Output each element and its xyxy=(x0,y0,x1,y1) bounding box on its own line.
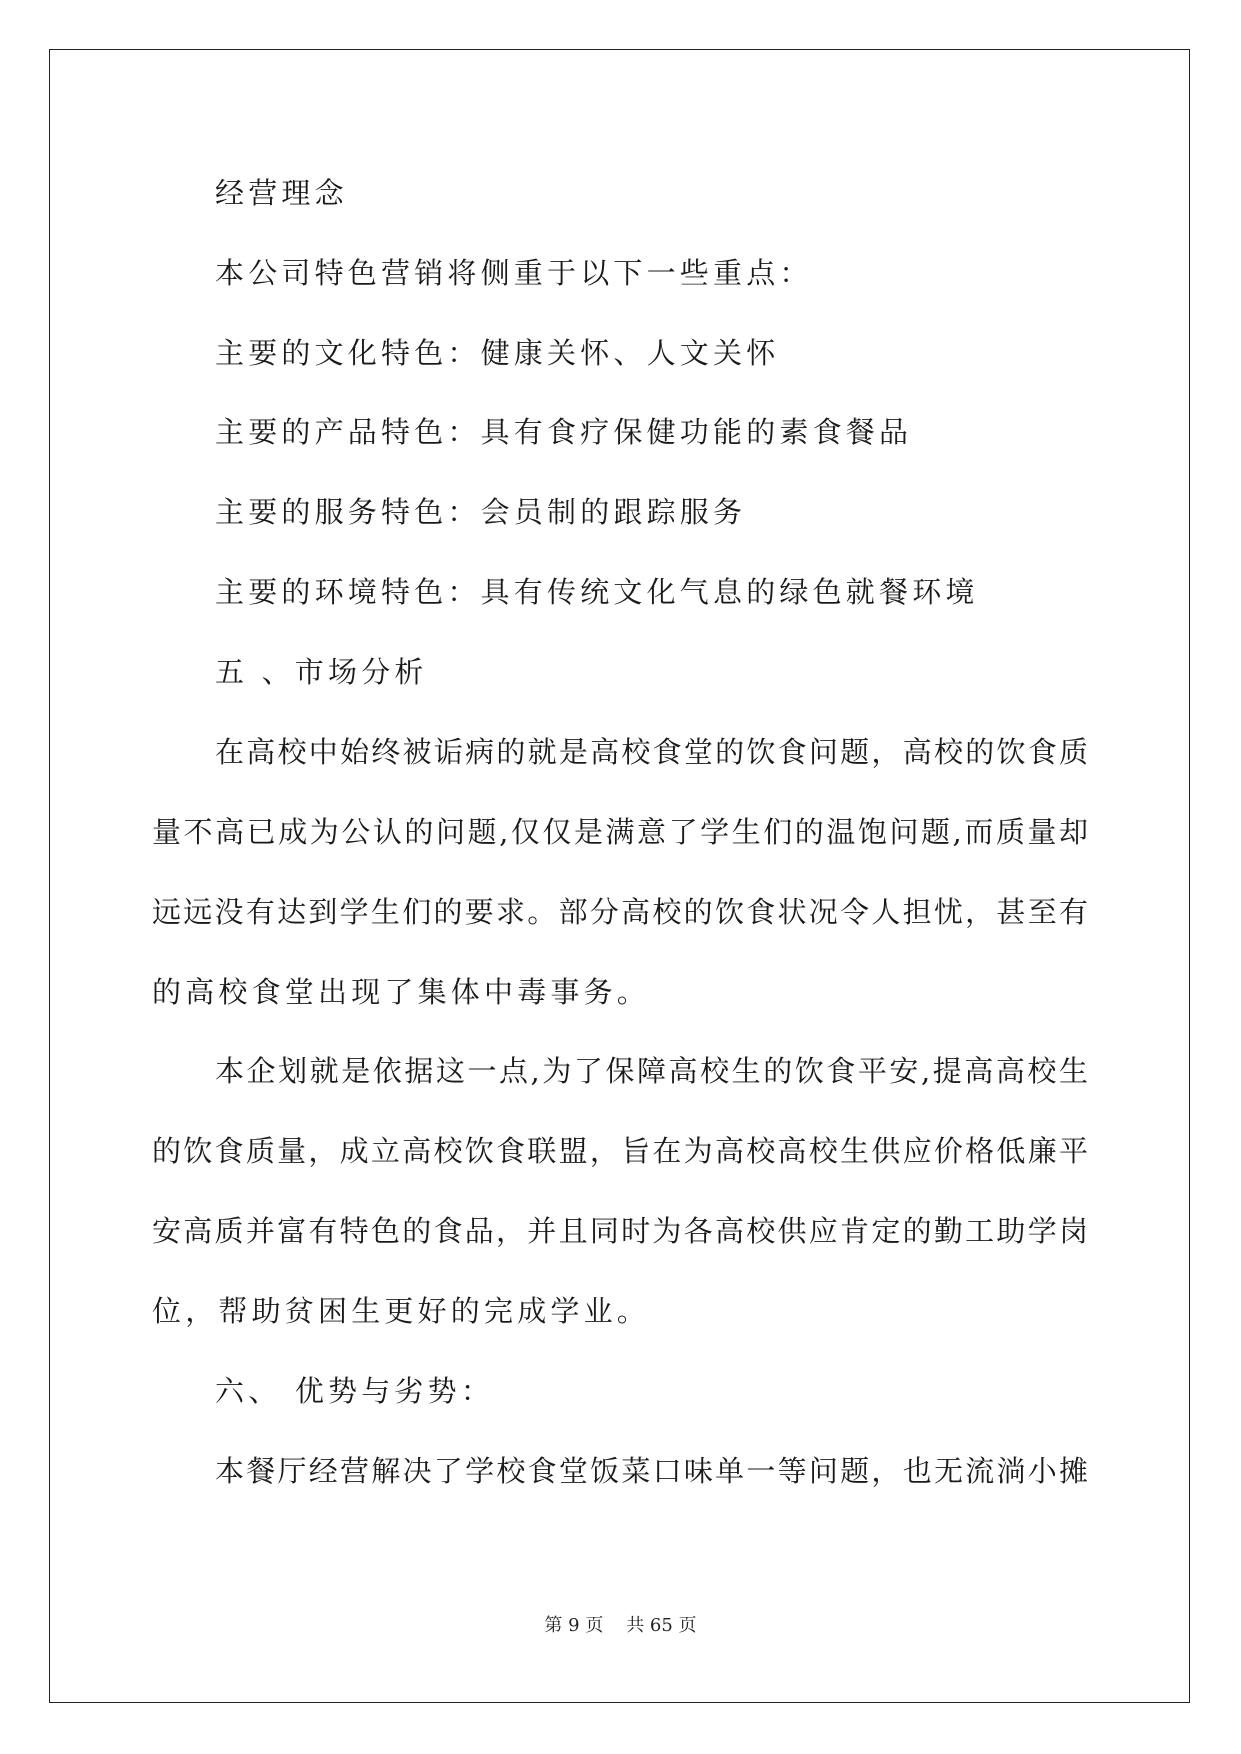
paragraph-line: 主要的服务特色：会员制的跟踪服务 xyxy=(215,495,747,529)
paragraph-line: 主要的环境特色：具有传统文化气息的绿色就餐环境 xyxy=(215,575,979,609)
paragraph-line: 主要的文化特色：健康关怀、人文关怀 xyxy=(215,336,780,370)
paragraph-line: 主要的产品特色：具有食疗保健功能的素食餐品 xyxy=(215,415,913,449)
paragraph-line: 本公司特色营销将侧重于以下一些重点： xyxy=(215,256,813,290)
heading-business-philosophy: 经营理念 xyxy=(215,176,348,210)
page-number-footer: 第 9 页 共 65 页 xyxy=(544,1615,697,1636)
paragraph-line: 的饮食质量，成立高校饮食联盟，旨在为高校高校生供应价格低廉平 xyxy=(152,1134,1088,1168)
paragraph-line: 位，帮助贫困生更好的完成学业。 xyxy=(152,1294,651,1328)
paragraph-line: 安高质并富有特色的食品，并且同时为各高校供应肯定的勤工助学岗 xyxy=(152,1214,1088,1248)
heading-strengths-weaknesses: 六、 优势与劣势： xyxy=(215,1374,495,1408)
paragraph-line: 远远没有达到学生们的要求。部分高校的饮食状况令人担忧，甚至有 xyxy=(152,895,1088,929)
paragraph-line: 在高校中始终被诟病的就是高校食堂的饮食问题，高校的饮食质 xyxy=(215,735,1088,769)
paragraph-line: 的高校食堂出现了集体中毒事务。 xyxy=(152,975,651,1009)
heading-market-analysis: 五 、市场分析 xyxy=(215,655,428,689)
paragraph-line: 本餐厅经营解决了学校食堂饭菜口味单一等问题，也无流淌小摊 xyxy=(215,1454,1088,1488)
paragraph-line: 量不高已成为公认的问题,仅仅是满意了学生们的温饱问题,而质量却 xyxy=(152,815,1088,849)
paragraph-line: 本企划就是依据这一点,为了保障高校生的饮食平安,提高高校生 xyxy=(215,1054,1088,1088)
